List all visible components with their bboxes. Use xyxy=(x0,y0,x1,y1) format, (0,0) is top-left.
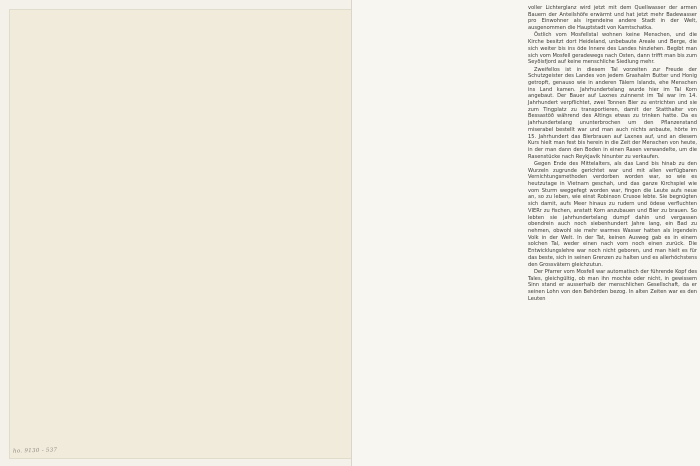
paragraph: Zweifellos ist in diesem Tal vorzeiten zur Freude der Schutzgeister des Landes von jedem Grashalm Butter und Honig getropft, genauso wie in anderen Tälern Islands, ehe Menschen ins Land kamen. Jahrhundertelang wurde hier im Tal Korn angebaut. Der Bauer auf Laxnes zuinnerst im Tal war im 14. Jahrhundert verpflichtet, zwei Tonnen Bier zu entrichten und sie zum Tingplatz zu transportieren, damit der Statthalter von Bessastöð während des Altings etwas zu trinken hatte. Da es jahrhundertelang ununterbrochen um den Pflanzenstand miserabel bestellt war und man auch nichts anbaute, hörte im 15. Jahrhundert das Bierbrauen auf Laxnes auf, und an diesem Kurs hielt man fest bis herein in die Zeit der Menschen von heute, in der man dann den Boden in einen Rasen verwandelte, um die Rasenstücke nach Reykjavík hinunter zu verkaufen. xyxy=(528,66,697,160)
right-page xyxy=(352,0,700,466)
text-column xyxy=(528,5,697,302)
paragraph: Gegen Ende des Mittelalters, als das Land bis hinab zu den Wurzeln zugrunde gerichtet war und mit allen verfügbaren Vernichtungsmethoden verdorben worden war, so wie es heutzutage in Vietnam geschah, und das ganze Kirchspiel wie vom Sturm weggefegt worden war, fingen die Leute aufs neue an, so zu leben, wie einst Robinson Crusoe lebte. Sie begnügten sich damit, aufs Meer hinaus zu rudern und ödese verfluchten VIERr zu fischen, anstatt Korn anzubauen und Bier zu brauen. So lebten sie jahrhundertelang dumpf dahin und vergassen obendrein auch noch siebenhundert Jahre lang, ein Bad zu nehmen, obwohl sie mehr warmes Wasser hatten als irgendein Volk in der Welt. In der Tat, keinen Ausweg gab es in einem solchen Tal, weder einen nach vorn noch einen zurück. Die Entwicklungslehre war noch nicht geboren, und man hielt es für das beste, sich in seinen Grenzen zu halten und es allerhöchstens den Grossvätern gleichzutun. xyxy=(528,160,697,268)
pencil-inventory-note: ho. 9130 - 537 xyxy=(12,447,58,455)
left-page-blank xyxy=(9,9,352,459)
paragraph: Der Pfarrer vom Mosfell war automatisch der führende Kopf des Tales, gleichgültig, ob man ihn mochte oder nicht, in gewissem Sinn stand er ausserhalb der menschlichen Gesellschaft, da er seinen Lohn von den Behörden bezog. In alten Zeiten war es den Leuten xyxy=(528,268,697,302)
paragraph: Östlich vom Mosfellstal wohnen keine Menschen, und die Kirche besitzt dort Heideland, unbebaute Areale und Berge, die sich weiter bis ins öde Innere des Landes hinziehen. Begibt man sich vom Mosfell geradewegs nach Osten, dann trifft man bis zum Seyðisfjord auf keine menschliche Siedlung mehr. xyxy=(528,32,697,66)
paragraph: voller Lichterglanz wird jetzt mit dem Quellwasser der armen Bauern der Anteilshöfe erwärmt und hat jetzt mehr Badewasser pro Einwohner als irgendeine andere Stadt in der Welt, ausgenommen die Hauptstadt von Kamtschatka. xyxy=(528,5,697,32)
